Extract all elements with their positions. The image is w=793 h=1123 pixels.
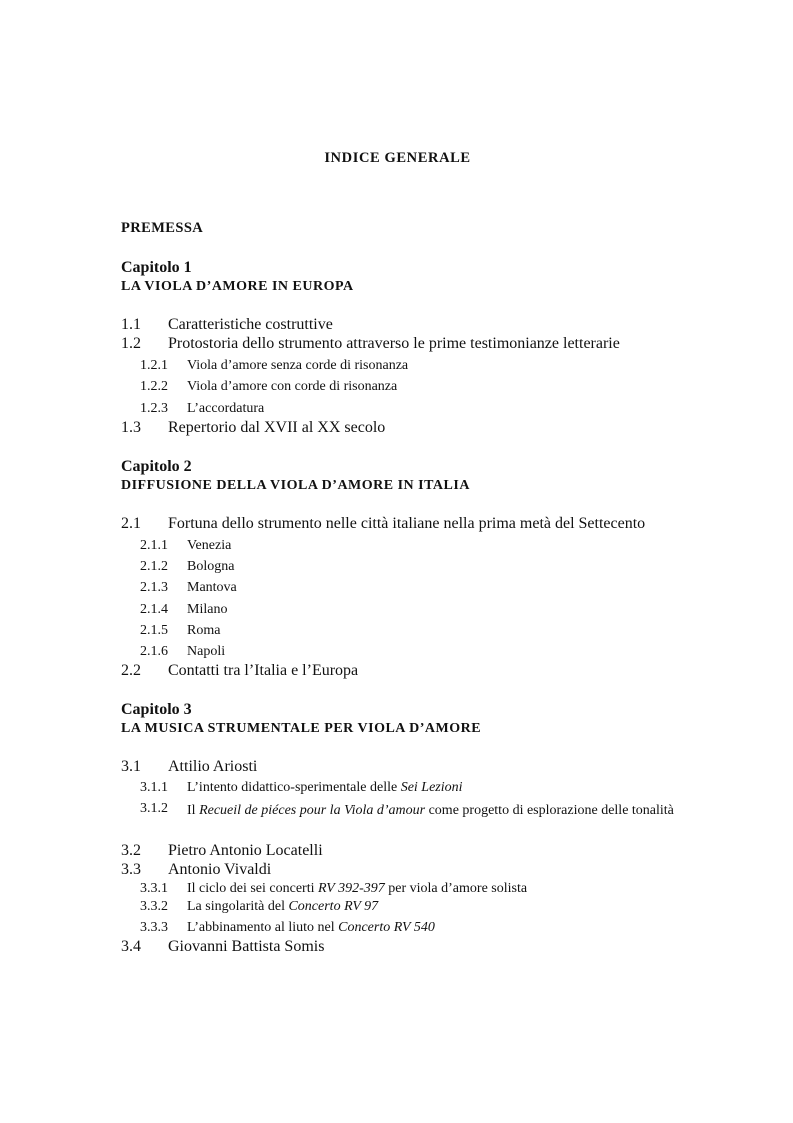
section-title: Caratteristiche costruttive xyxy=(168,316,333,333)
subsection-number: 2.1.6 xyxy=(140,644,168,659)
section-number: 3.4 xyxy=(121,938,141,955)
section-title: Attilio Ariosti xyxy=(168,758,258,775)
section-number: 1.1 xyxy=(121,316,141,333)
title-italic: Recueil de piéces pour la Viola d’amour xyxy=(199,803,426,818)
subsection-number: 3.3.2 xyxy=(140,899,168,914)
subsection-title xyxy=(187,919,435,937)
title-text: L’intento didattico-sperimentale delle xyxy=(187,780,401,795)
section-title: Fortuna dello strumento nelle città italiane nella prima metà del Settecento xyxy=(168,515,646,532)
page-title: INDICE GENERALE xyxy=(324,150,471,166)
section-title: Antonio Vivaldi xyxy=(168,861,272,878)
chapter-title: LA MUSICA STRUMENTALE PER VIOLA D’AMORE xyxy=(121,721,482,736)
subsection-title xyxy=(187,800,674,821)
toc-premessa: PREMESSA xyxy=(121,220,204,236)
title-italic: Sei Lezioni xyxy=(400,780,463,795)
chapter-1-heading xyxy=(121,258,674,295)
section-number: 3.1 xyxy=(121,758,141,775)
subsection-title: Venezia xyxy=(187,538,232,553)
subsection-title xyxy=(187,898,378,916)
subsection-title: Milano xyxy=(187,602,228,617)
subsection-title: Mantova xyxy=(187,580,237,595)
section-title: Repertorio dal XVII al XX secolo xyxy=(168,419,386,436)
title-text: La singolarità del xyxy=(187,899,289,914)
title-text: L’abbinamento al liuto nel xyxy=(187,920,339,935)
section-number: 1.3 xyxy=(121,419,141,436)
subsection-number: 2.1.3 xyxy=(140,580,168,595)
title-italic: Concerto RV 540 xyxy=(338,920,435,935)
section-title: Contatti tra l’Italia e l’Europa xyxy=(168,662,359,679)
title-text: come progetto di esplorazione delle tonalità xyxy=(425,803,674,818)
subsection-number: 2.1.4 xyxy=(140,602,168,617)
subsection-number: 1.2.3 xyxy=(140,401,168,416)
section-number: 1.2 xyxy=(121,335,141,352)
subsection-number: 3.3.1 xyxy=(140,881,168,896)
subsection-number: 1.2.2 xyxy=(140,379,168,394)
subsection-number: 2.1.1 xyxy=(140,538,168,553)
chapter-3-heading xyxy=(121,700,674,737)
subsection-title: L’accordatura xyxy=(187,401,265,416)
title-text: per viola d’amore solista xyxy=(384,881,528,896)
subsection-title xyxy=(187,779,463,797)
subsection-title: Roma xyxy=(187,623,221,638)
section-title: Giovanni Battista Somis xyxy=(168,938,325,955)
subsection-number: 3.1.1 xyxy=(140,780,168,795)
subsection-number: 2.1.5 xyxy=(140,623,168,638)
section-title: Protostoria dello strumento attraverso le prime testimonianze letterarie xyxy=(168,335,620,352)
subsection-number: 3.1.2 xyxy=(140,801,168,816)
chapter-label: Capitolo 2 xyxy=(121,458,192,475)
subsection-title: Viola d’amore senza corde di risonanza xyxy=(187,358,409,373)
title-text: Il xyxy=(187,803,200,818)
subsection-title: Viola d’amore con corde di risonanza xyxy=(187,379,398,394)
subsection-number: 2.1.2 xyxy=(140,559,168,574)
subsection-number: 1.2.1 xyxy=(140,358,168,373)
section-number: 3.3 xyxy=(121,861,141,878)
title-italic: RV 392-397 xyxy=(318,881,385,896)
chapter-2-heading xyxy=(121,457,674,494)
section-number: 2.2 xyxy=(121,662,141,679)
chapter-title: LA VIOLA D’AMORE IN EUROPA xyxy=(121,279,354,294)
section-number: 3.2 xyxy=(121,842,141,859)
section-number: 2.1 xyxy=(121,515,141,532)
subsection-title xyxy=(187,880,527,898)
title-text: Il ciclo dei sei concerti xyxy=(187,881,318,896)
subsection-title: Bologna xyxy=(187,559,235,574)
chapter-label: Capitolo 1 xyxy=(121,259,192,276)
title-italic: Concerto RV 97 xyxy=(288,899,379,914)
section-title: Pietro Antonio Locatelli xyxy=(168,842,323,859)
chapter-title: DIFFUSIONE DELLA VIOLA D’AMORE IN ITALIA xyxy=(121,478,470,493)
chapter-label: Capitolo 3 xyxy=(121,701,192,718)
subsection-number: 3.3.3 xyxy=(140,920,168,935)
subsection-title: Napoli xyxy=(187,644,226,659)
